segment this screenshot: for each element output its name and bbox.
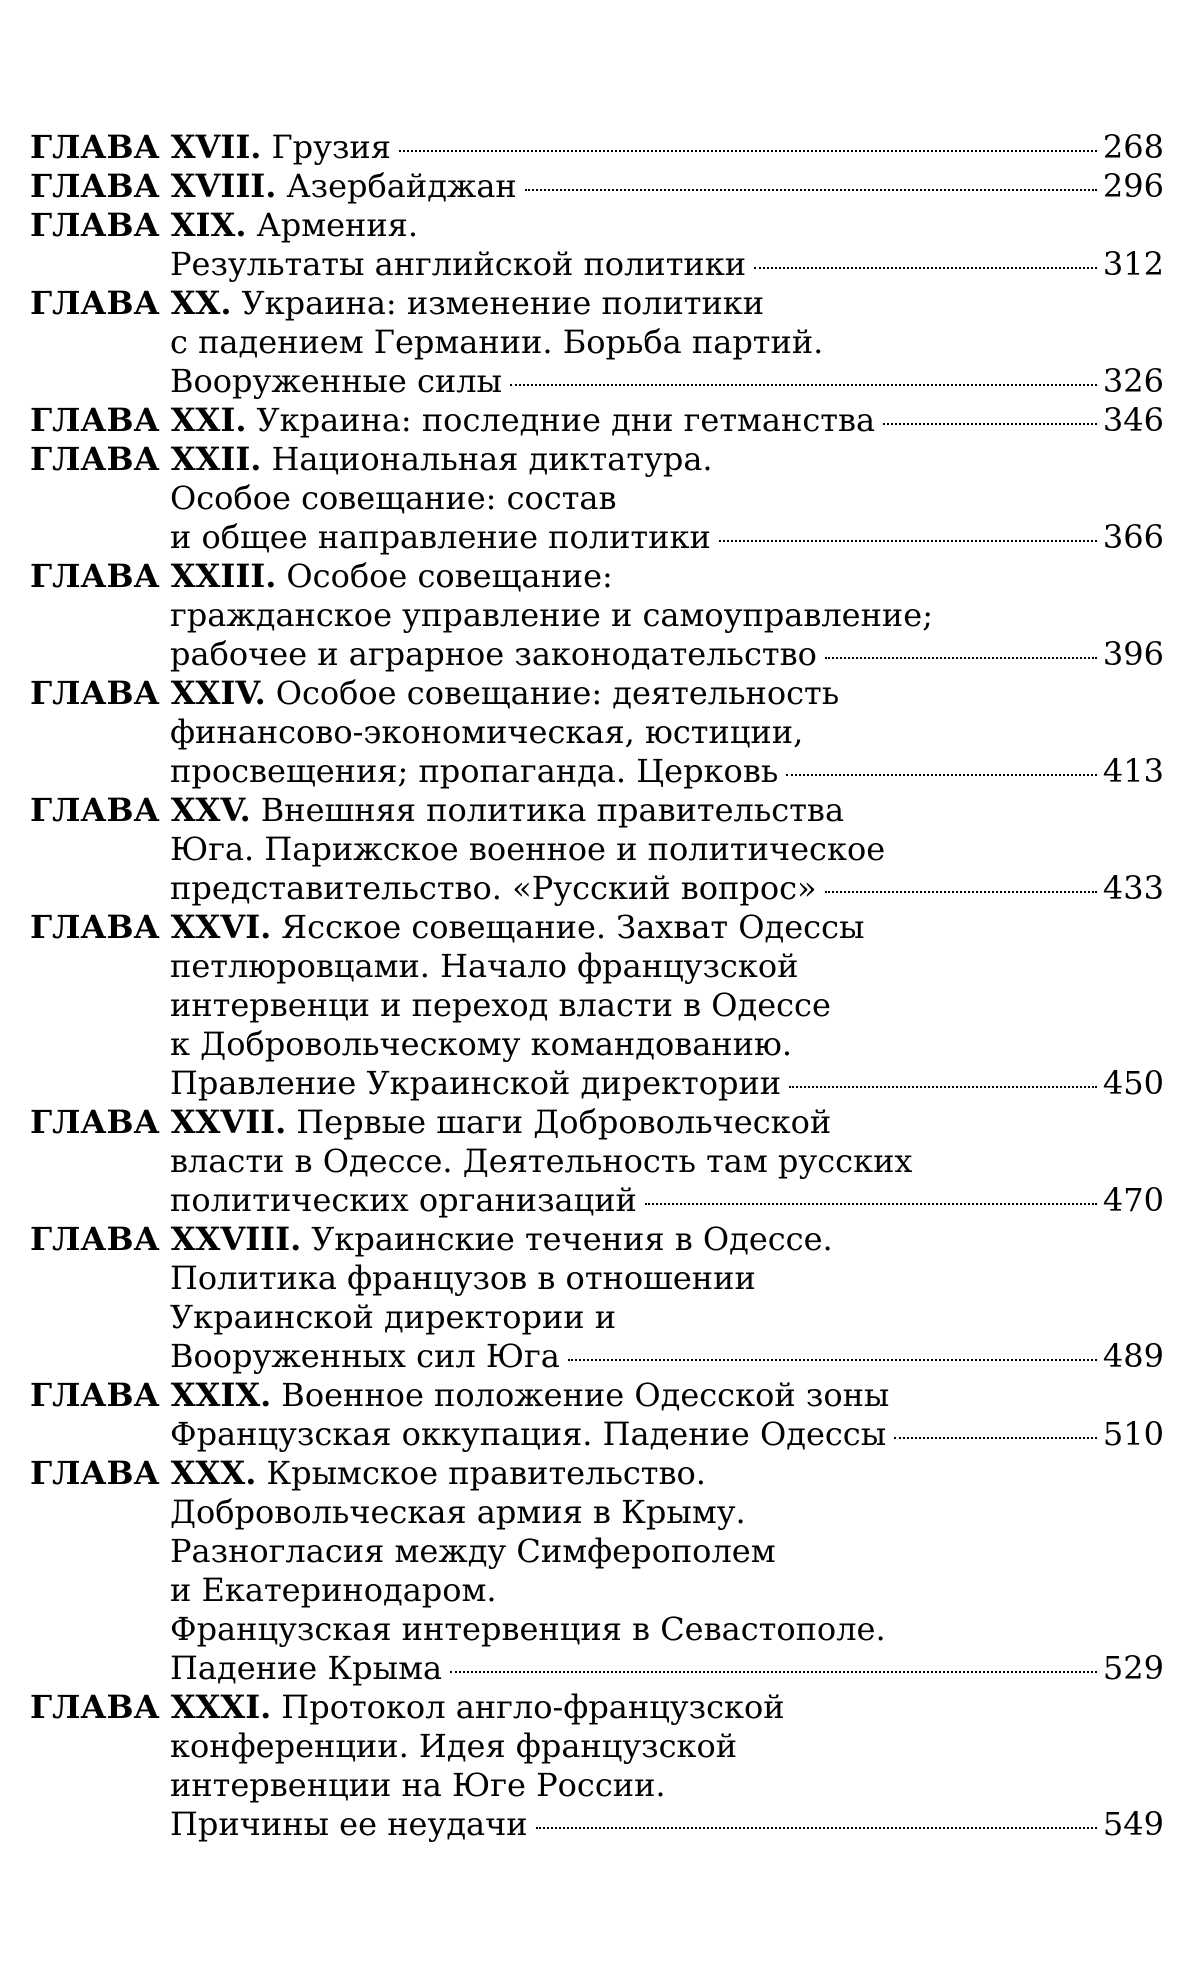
toc-line [30, 479, 1164, 518]
toc-line [30, 1064, 1164, 1103]
toc-entry [30, 1376, 1164, 1454]
page-number: 470 [1102, 1181, 1164, 1219]
chapter-label: ГЛАВА XVII. [30, 128, 262, 166]
chapter-title-line: Политика французов в отношении [170, 1259, 756, 1297]
chapter-title-line: с падением Германии. Борьба партий. [170, 323, 824, 361]
toc-entry [30, 791, 1164, 908]
chapter-label: ГЛАВА XXI. [30, 401, 247, 439]
chapter-label: ГЛАВА XXIV. [30, 674, 266, 712]
toc-entry [30, 206, 1164, 284]
chapter-title-line: Добровольческая армия в Крыму. [170, 1493, 746, 1531]
toc-line [30, 830, 1164, 869]
toc-line [30, 1337, 1164, 1376]
chapter-label: ГЛАВА XXV. [30, 791, 251, 829]
page-number: 268 [1102, 128, 1164, 166]
chapter-title-line: и общее направление политики [170, 518, 711, 556]
chapter-title-line: Украина: последние дни гетманства [256, 401, 876, 439]
toc-entry [30, 401, 1164, 440]
chapter-title-line: финансово-экономическая, юстиции, [170, 713, 804, 751]
chapter-title-line: Национальная диктатура. [271, 440, 713, 478]
toc-line [30, 1103, 1164, 1142]
chapter-title-line: Украинские течения в Одессе. [311, 1220, 833, 1258]
toc-line [30, 1259, 1164, 1298]
dot-leader [510, 384, 1097, 386]
chapter-title-line: интервенци и переход власти в Одессе [170, 986, 831, 1024]
page-number: 413 [1102, 752, 1164, 790]
dot-leader [786, 774, 1097, 776]
toc-line [30, 167, 1164, 206]
chapter-title-line: рабочее и аграрное законодательство [170, 635, 817, 673]
chapter-title-line: Грузия [271, 128, 391, 166]
chapter-title-line: Французская оккупация. Падение Одессы [170, 1415, 887, 1453]
chapter-label: ГЛАВА XXVIII. [30, 1220, 302, 1258]
dot-leader [645, 1203, 1097, 1205]
chapter-label: ГЛАВА XXXI. [30, 1688, 272, 1726]
chapter-title-line: Особое совещание: деятельность [275, 674, 840, 712]
page-number: 510 [1102, 1415, 1164, 1453]
toc-line [30, 1571, 1164, 1610]
toc-line [30, 674, 1164, 713]
toc-line [30, 362, 1164, 401]
toc-line [30, 440, 1164, 479]
toc-entry [30, 167, 1164, 206]
chapter-title-line: Особое совещание: состав [170, 479, 617, 517]
page-number: 450 [1102, 1064, 1164, 1102]
chapter-title-line: Внешняя политика правительства [260, 791, 845, 829]
toc-line [30, 791, 1164, 830]
chapter-title-line: Результаты английской политики [170, 245, 747, 283]
toc-entry [30, 1220, 1164, 1376]
toc-line [30, 1220, 1164, 1259]
toc-line [30, 1649, 1164, 1688]
toc-line [30, 1688, 1164, 1727]
dot-leader [525, 189, 1097, 191]
chapter-title-line: Вооруженные силы [170, 362, 503, 400]
chapter-title-line: просвещения; пропаганда. Церковь [170, 752, 779, 790]
chapter-title-line: Юга. Парижское военное и политическое [170, 830, 886, 868]
toc-line [30, 1181, 1164, 1220]
page-number: 433 [1102, 869, 1164, 907]
chapter-title-line: Крымское правительство. [266, 1454, 706, 1492]
chapter-title-line: Особое совещание: [286, 557, 613, 595]
toc-line [30, 635, 1164, 674]
toc-line [30, 206, 1164, 245]
toc-line [30, 557, 1164, 596]
toc-line [30, 713, 1164, 752]
dot-leader [883, 423, 1097, 425]
page-number: 312 [1102, 245, 1164, 283]
chapter-title-line: представительство. «Русский вопрос» [170, 869, 817, 907]
toc-line [30, 1376, 1164, 1415]
chapter-title-line: конференции. Идея французской [170, 1727, 738, 1765]
toc-line [30, 986, 1164, 1025]
chapter-title-line: Правление Украинской директории [170, 1064, 782, 1102]
chapter-title-line: Вооруженных сил Юга [170, 1337, 560, 1375]
toc-entry [30, 128, 1164, 167]
chapter-title-line: Армения. [256, 206, 419, 244]
toc-entry [30, 908, 1164, 1103]
toc-entry [30, 1454, 1164, 1688]
chapter-title-line: петлюровцами. Начало французской [170, 947, 799, 985]
page-number: 366 [1102, 518, 1164, 556]
chapter-title-line: гражданское управление и самоуправление; [170, 596, 933, 634]
toc-line [30, 1610, 1164, 1649]
toc-line [30, 323, 1164, 362]
page-number: 529 [1102, 1649, 1164, 1687]
toc-entry [30, 440, 1164, 557]
chapter-title-line: Разногласия между Симферополем [170, 1532, 776, 1570]
page-number: 489 [1102, 1337, 1164, 1375]
chapter-label: ГЛАВА XXVI. [30, 908, 272, 946]
chapter-title-line: к Добровольческому командованию. [170, 1025, 792, 1063]
toc-entry [30, 674, 1164, 791]
toc-line [30, 1766, 1164, 1805]
toc-line [30, 401, 1164, 440]
dot-leader [399, 150, 1097, 152]
toc-line [30, 128, 1164, 167]
toc-line [30, 1142, 1164, 1181]
chapter-title-line: Протокол англо-французской [281, 1688, 785, 1726]
chapter-title-line: Первые шаги Добровольческой [296, 1103, 832, 1141]
toc-line [30, 245, 1164, 284]
toc-line [30, 947, 1164, 986]
chapter-label: ГЛАВА XXIX. [30, 1376, 272, 1414]
toc-line [30, 1415, 1164, 1454]
toc-entry [30, 284, 1164, 401]
toc-line [30, 1025, 1164, 1064]
chapter-label: ГЛАВА XX. [30, 284, 232, 322]
chapter-label: ГЛАВА XVIII. [30, 167, 277, 205]
toc-line [30, 1454, 1164, 1493]
chapter-title-line: Падение Крыма [170, 1649, 443, 1687]
toc-line [30, 869, 1164, 908]
table-of-contents [30, 128, 1164, 1844]
chapter-title-line: и Екатеринодаром. [170, 1571, 497, 1609]
page-number: 346 [1102, 401, 1164, 439]
toc-line [30, 1805, 1164, 1844]
toc-line [30, 1727, 1164, 1766]
dot-leader [825, 891, 1097, 893]
page-number: 396 [1102, 635, 1164, 673]
chapter-label: ГЛАВА XXX. [30, 1454, 257, 1492]
chapter-title-line: интервенции на Юге России. [170, 1766, 666, 1804]
toc-line [30, 596, 1164, 635]
chapter-label: ГЛАВА XXVII. [30, 1103, 287, 1141]
chapter-title-line: Украинской директории и [170, 1298, 617, 1336]
dot-leader [789, 1086, 1097, 1088]
dot-leader [754, 267, 1097, 269]
chapter-title-line: Ясское совещание. Захват Одессы [281, 908, 865, 946]
chapter-title-line: Французская интервенция в Севастополе. [170, 1610, 886, 1648]
dot-leader [450, 1671, 1097, 1673]
chapter-title-line: Украина: изменение политики [241, 284, 765, 322]
chapter-label: ГЛАВА XIX. [30, 206, 247, 244]
dot-leader [825, 657, 1097, 659]
toc-line [30, 1493, 1164, 1532]
toc-line [30, 518, 1164, 557]
toc-entry [30, 557, 1164, 674]
dot-leader [894, 1437, 1097, 1439]
dot-leader [719, 540, 1097, 542]
page-number: 549 [1102, 1805, 1164, 1843]
toc-line [30, 908, 1164, 947]
toc-line [30, 1298, 1164, 1337]
toc-line [30, 284, 1164, 323]
page-number: 296 [1102, 167, 1164, 205]
chapter-title-line: политических организаций [170, 1181, 637, 1219]
toc-line [30, 752, 1164, 791]
chapter-label: ГЛАВА XXIII. [30, 557, 277, 595]
chapter-label: ГЛАВА XXII. [30, 440, 262, 478]
page-number: 326 [1102, 362, 1164, 400]
chapter-title-line: Военное положение Одесской зоны [281, 1376, 890, 1414]
toc-entry [30, 1103, 1164, 1220]
chapter-title-line: Азербайджан [286, 167, 517, 205]
chapter-title-line: власти в Одессе. Деятельность там русских [170, 1142, 913, 1180]
toc-line [30, 1532, 1164, 1571]
dot-leader [568, 1359, 1097, 1361]
dot-leader [536, 1827, 1097, 1829]
chapter-title-line: Причины ее неудачи [170, 1805, 528, 1843]
toc-entry [30, 1688, 1164, 1844]
